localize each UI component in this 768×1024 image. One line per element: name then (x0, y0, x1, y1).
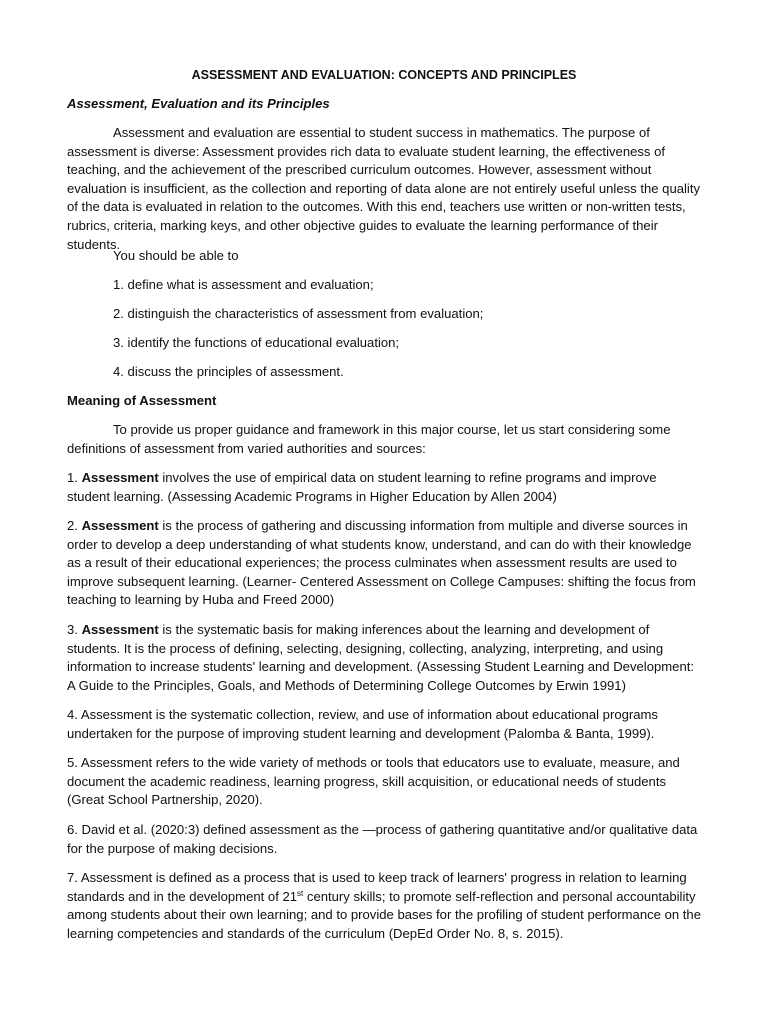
section-intro-paragraph: To provide us proper guidance and framework in this major course, let us start considering some definitions of assessment from varied authorities and sources: (67, 422, 671, 456)
definition-text: is the process of gathering and discussing information from multiple and diverse sources in order to develop a deep understanding of what students know, understand, and can do with their knowledge as a result of their educational experiences; the process culminates when assessment results are used to improve subsequent learning. (Learner- Centered Assessment on College Campuses: shifting the focus from teaching to learning by Huba and Freed 2000) (67, 518, 696, 608)
objective-item: 2. distinguish the characteristics of assessment from evaluation; (113, 306, 484, 321)
definition-item (67, 869, 703, 943)
definition-number: 3. (67, 622, 82, 637)
objective-item: 3. identify the functions of educational evaluation; (113, 335, 400, 350)
ordinal-superscript: st (297, 888, 304, 898)
definition-term: Assessment (81, 470, 159, 485)
definition-term: Assessment (81, 518, 159, 533)
definition-number: 2. (67, 518, 82, 533)
section-heading-principles: Assessment, Evaluation and its Principles (67, 96, 330, 111)
objective-item: 1. define what is assessment and evaluation; (113, 277, 374, 292)
definition-number: 1. (67, 470, 82, 485)
objective-item: 4. discuss the principles of assessment. (113, 364, 344, 379)
definition-term: Assessment (81, 622, 159, 637)
definition-item: 5. Assessment refers to the wide variety of methods or tools that educators use to evaluate, measure, and document the academic readiness, learning progress, skill acquisition, or educational needs of students (Great School Partnership, 2020). (67, 755, 680, 808)
definition-text: involves the use of empirical data on student learning to refine programs and improve student learning. (Assessing Academic Programs in Higher Education by Allen 2004) (67, 470, 657, 504)
definition-text: is the systematic basis for making inferences about the learning and development of students. It is the process of defining, selecting, designing, collecting, analyzing, interpreting, and using information to increase students' learning and development. (Assessing Student Learning and Development: A Guide to the Principles, Goals, and Methods of Determining College Outcomes by Erwin 1991) (67, 622, 695, 693)
objectives-lead: You should be able to (113, 248, 239, 263)
definition-item (67, 621, 703, 695)
definition-text: 7. Assessment is defined as a process that is used to keep track of learners' progress in relation to learning standards and in the development of 21 (67, 870, 687, 904)
definition-text: century skills; to promote self-reflection and personal accountability among students about their own learning; and to provide bases for the profiling of student performance on the learning competencies and standards of the curriculum (DepEd Order No. 8, s. 2015). (67, 888, 701, 941)
definition-item (67, 517, 703, 610)
definition-item: 4. Assessment is the systematic collection, review, and use of information about educational programs undertaken for the purpose of improving student learning and development (Palomba & Banta, 1999). (67, 707, 658, 741)
section-heading-meaning: Meaning of Assessment (67, 393, 217, 408)
document-title: ASSESSMENT AND EVALUATION: CONCEPTS AND PRINCIPLES (191, 68, 577, 82)
definition-item: 6. David et al. (2020:3) defined assessment as the ―process of gathering quantitative and/or qualitative data for the purpose of making decisions. (67, 822, 698, 856)
intro-paragraph: Assessment and evaluation are essential to student success in mathematics. The purpose of assessment is diverse: Assessment provides rich data to evaluate student learning, the effectiveness of teaching, and the achievement of the prescribed curriculum outcomes. However, assessment without evaluation is insufficient, as the collection and reporting of data alone are not entirely useful unless the quality of the data is evaluated in relation to the outcomes. With this end, teachers use written or non-written tests, rubrics, criteria, marking keys, and other objective guides to evaluate the learning performance of their students. (67, 125, 701, 252)
definition-item (67, 469, 703, 506)
